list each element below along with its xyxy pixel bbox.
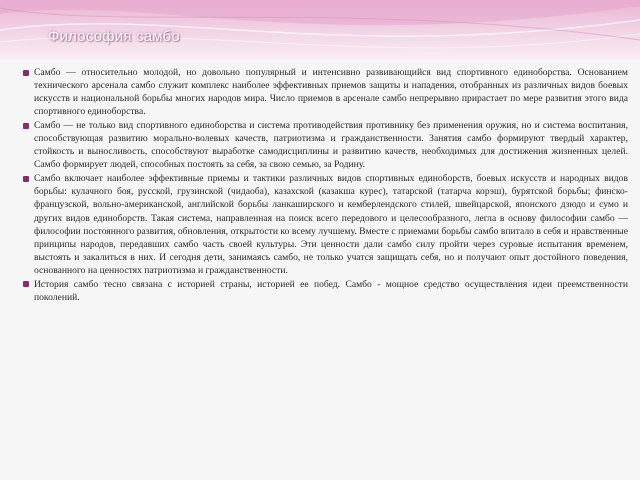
paragraph-list: [8, 66, 628, 304]
square-bullet-icon: [23, 123, 29, 129]
paragraph-text: Самбо включает наиболее эффективные приемы и тактики различных видов спортивных единоборств, боевых искусств и народных видов борьбы: кулачного боя, русской, грузинской (чидаоба), казахской (казакша курес), татарской (татарча корэш), бурятской борьбы; финско-французской, вольно-американской, английской борьбы ланкаширского и кемберлендского стилей, швейцарской, японского дзюдо и сумо и других видов единоборств. Такая система, направленная на поиск всего передового и целесообразного, легла в основу философии самбо — философии постоянного развития, обновления, открытости ко всему лучшему. Вместе с приемами борьбы самбо впитало в себя и нравственные принципы народов, передавших самбо часть своей культуры. Эти ценности дали самбо силу пройти через суровые испытания временем, выстоять и закалиться в них. И сегодня дети, занимаясь самбо, не только учатся защищать себя, но и получают опыт достойного поведения, основанного на ценностях патриотизма и гражданственности.: [34, 173, 628, 276]
paragraph-text: Самбо — не только вид спортивного единоборства и система противодействия противнику без применения оружия, но и система воспитания, способствующая развитию морально-волевых качеств, патриотизма и гражданственности. Занятия самбо формируют твердый характер, стойкость и выносливость, способствуют выработке самодисциплины и развитию качеств, необходимых для достижения жизненных целей. Самбо формирует людей, способных постоять за себя, за свою семью, за Родину.: [34, 120, 628, 171]
square-bullet-icon: [23, 281, 29, 287]
paragraph-text: Самбо — относительно молодой, но довольно популярный и интенсивно развивающийся вид спортивного единоборства. Основанием технического арсенала самбо служит комплекс наиболее эффективных приемов защиты и нападения, отобранных из различных видов боевых искусств и национальной борьбы многих народов мира. Число приемов в арсенале самбо непрерывно прирастает по мере развития этого вида спортивного единоборства.: [34, 67, 628, 118]
paragraph-text: История самбо тесно связана с историей страны, историей ее побед. Самбо - мощное средство осуществления идеи преемственности поколений.: [34, 278, 628, 303]
slide-header-band: [0, 0, 640, 60]
list-item: [8, 172, 628, 276]
square-bullet-icon: [23, 70, 29, 76]
list-item: [8, 119, 628, 171]
slide-content: [8, 66, 628, 305]
list-item: [8, 278, 628, 304]
square-bullet-icon: [23, 176, 29, 182]
slide-title: Философия самбо: [48, 28, 180, 45]
list-item: [8, 66, 628, 118]
